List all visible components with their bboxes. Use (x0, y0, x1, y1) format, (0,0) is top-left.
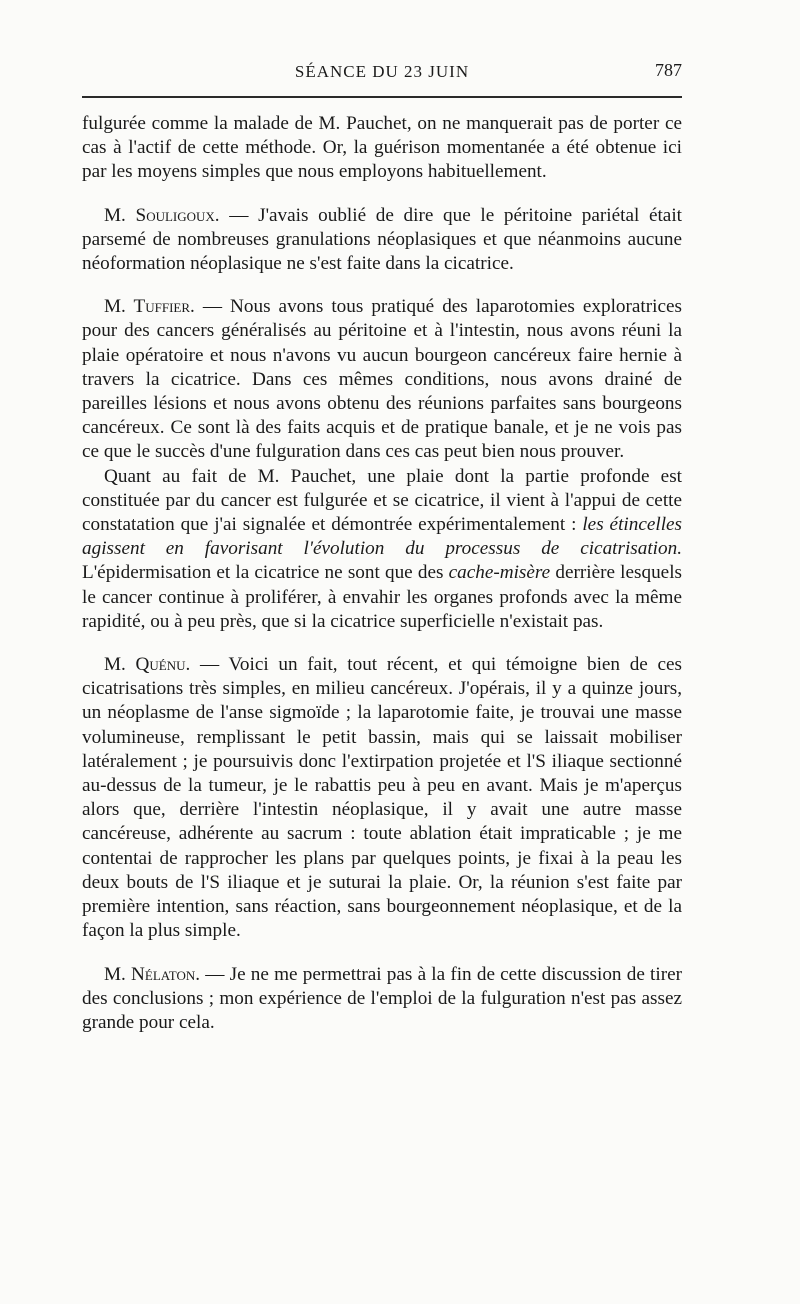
paragraph-nelaton (82, 963, 682, 1036)
running-head: SÉANCE DU 23 JUIN (294, 62, 470, 81)
italic-term: cache-misère (448, 562, 551, 584)
paragraph-text: derrière lesquels le cancer continue à proliférer, à envahir les organes profonds avec la même rapidité, ou à peu près, que si la cicatrice superficielle n'existait pas. (82, 562, 682, 632)
page-header (82, 56, 682, 90)
paragraph-continuation (82, 112, 682, 185)
paragraph-text: — J'avais oublié de dire que le péritoine pariétal était parsemé de nombreuses granulations néoplasiques et que néanmoins aucune néoformation néoplasique ne s'est faite dans la cicatrice. (82, 204, 682, 275)
italic-quote: les étincelles agissent en favorisant l'évolution du processus de cicatrisation. (82, 514, 683, 560)
paragraph-text: — Nous avons tous pratiqué des laparotomies exploratrices pour des cancers généralisés au péritoine et à l'intestin, nous avons réuni la plaie opératoire et nous n'avons vu aucun bourgeon cancéreux faire hernie à travers la cicatrice. Dans ces mêmes conditions, nous avons drainé de pareilles lésions et nous avons obtenu des réunions parfaites sans bourgeons cancéreux. Ce sont là des faits acquis et de pratique banale, et je ne vois pas ce que le succès d'une fulguration dans ces cas peut bien nous prouver. (82, 296, 682, 463)
paragraph-quenu (82, 653, 682, 943)
paragraph-text: — Je ne me permettrai pas à la fin de cette discussion de tirer des conclusions ; mon expérience de l'emploi de la fulguration n'est pas assez grande pour cela. (82, 963, 682, 1033)
paragraph-text: Quant au fait de M. Pauchet, une plaie dont la partie profonde est constituée par du cancer est fulgurée et se cicatrice, il vient à l'appui de cette constatation que j'ai signalée et démontrée expérimentalement : (82, 465, 682, 536)
paragraph-text: L'épidermisation et la cicatrice ne sont que des (82, 562, 449, 584)
speaker-name: M. Tuffier. (104, 296, 195, 318)
page-number: 787 (655, 60, 682, 80)
paragraph-tuffier (82, 295, 682, 464)
paragraph-text: — Voici un fait, tout récent, et qui témoigne bien de ces cicatrisations très simples, en milieu cancéreux. J'opérais, il y a quinze jours, un néoplasme de l'anse sigmoïde ; la laparotomie faite, je trouvai une masse volumineuse, remplissant le petit bassin, mais qui se laissait mobiliser latéralement ; je poursuivis donc l'extirpation projetée et l'S iliaque sectionné au-dessus de la tumeur, je le rabattis peu à peu en avant. Mais je m'aperçus alors que, derrière l'intestin néoplasique, il y avait une autre masse cancéreuse, adhérente au sacrum : toute ablation était impraticable ; je me contentai de rapprocher les plans par quelques points, je fixai à la peau les deux bouts de l'S iliaque et je suturai la plaie. Or, la réunion s'est faite par première intention, sans réaction, sans bourgeonnement néoplasique, et de la façon la plus simple. (82, 654, 682, 942)
speaker-name: M. Nélaton. (104, 963, 201, 985)
body-text (82, 112, 682, 1035)
paragraph-tuffier-continued (82, 465, 682, 634)
header-rule (82, 96, 682, 98)
speaker-name: M. Souligoux. (104, 204, 220, 226)
speaker-name: M. Quénu. (104, 654, 191, 676)
paragraph-text: fulgurée comme la malade de M. Pauchet, on ne manquerait pas de porter ce cas à l'actif de cette méthode. Or, la guérison momentanée a été obtenue ici par les moyens simples que nous employons habituellement. (82, 113, 682, 183)
paragraph-souligoux (82, 204, 682, 277)
